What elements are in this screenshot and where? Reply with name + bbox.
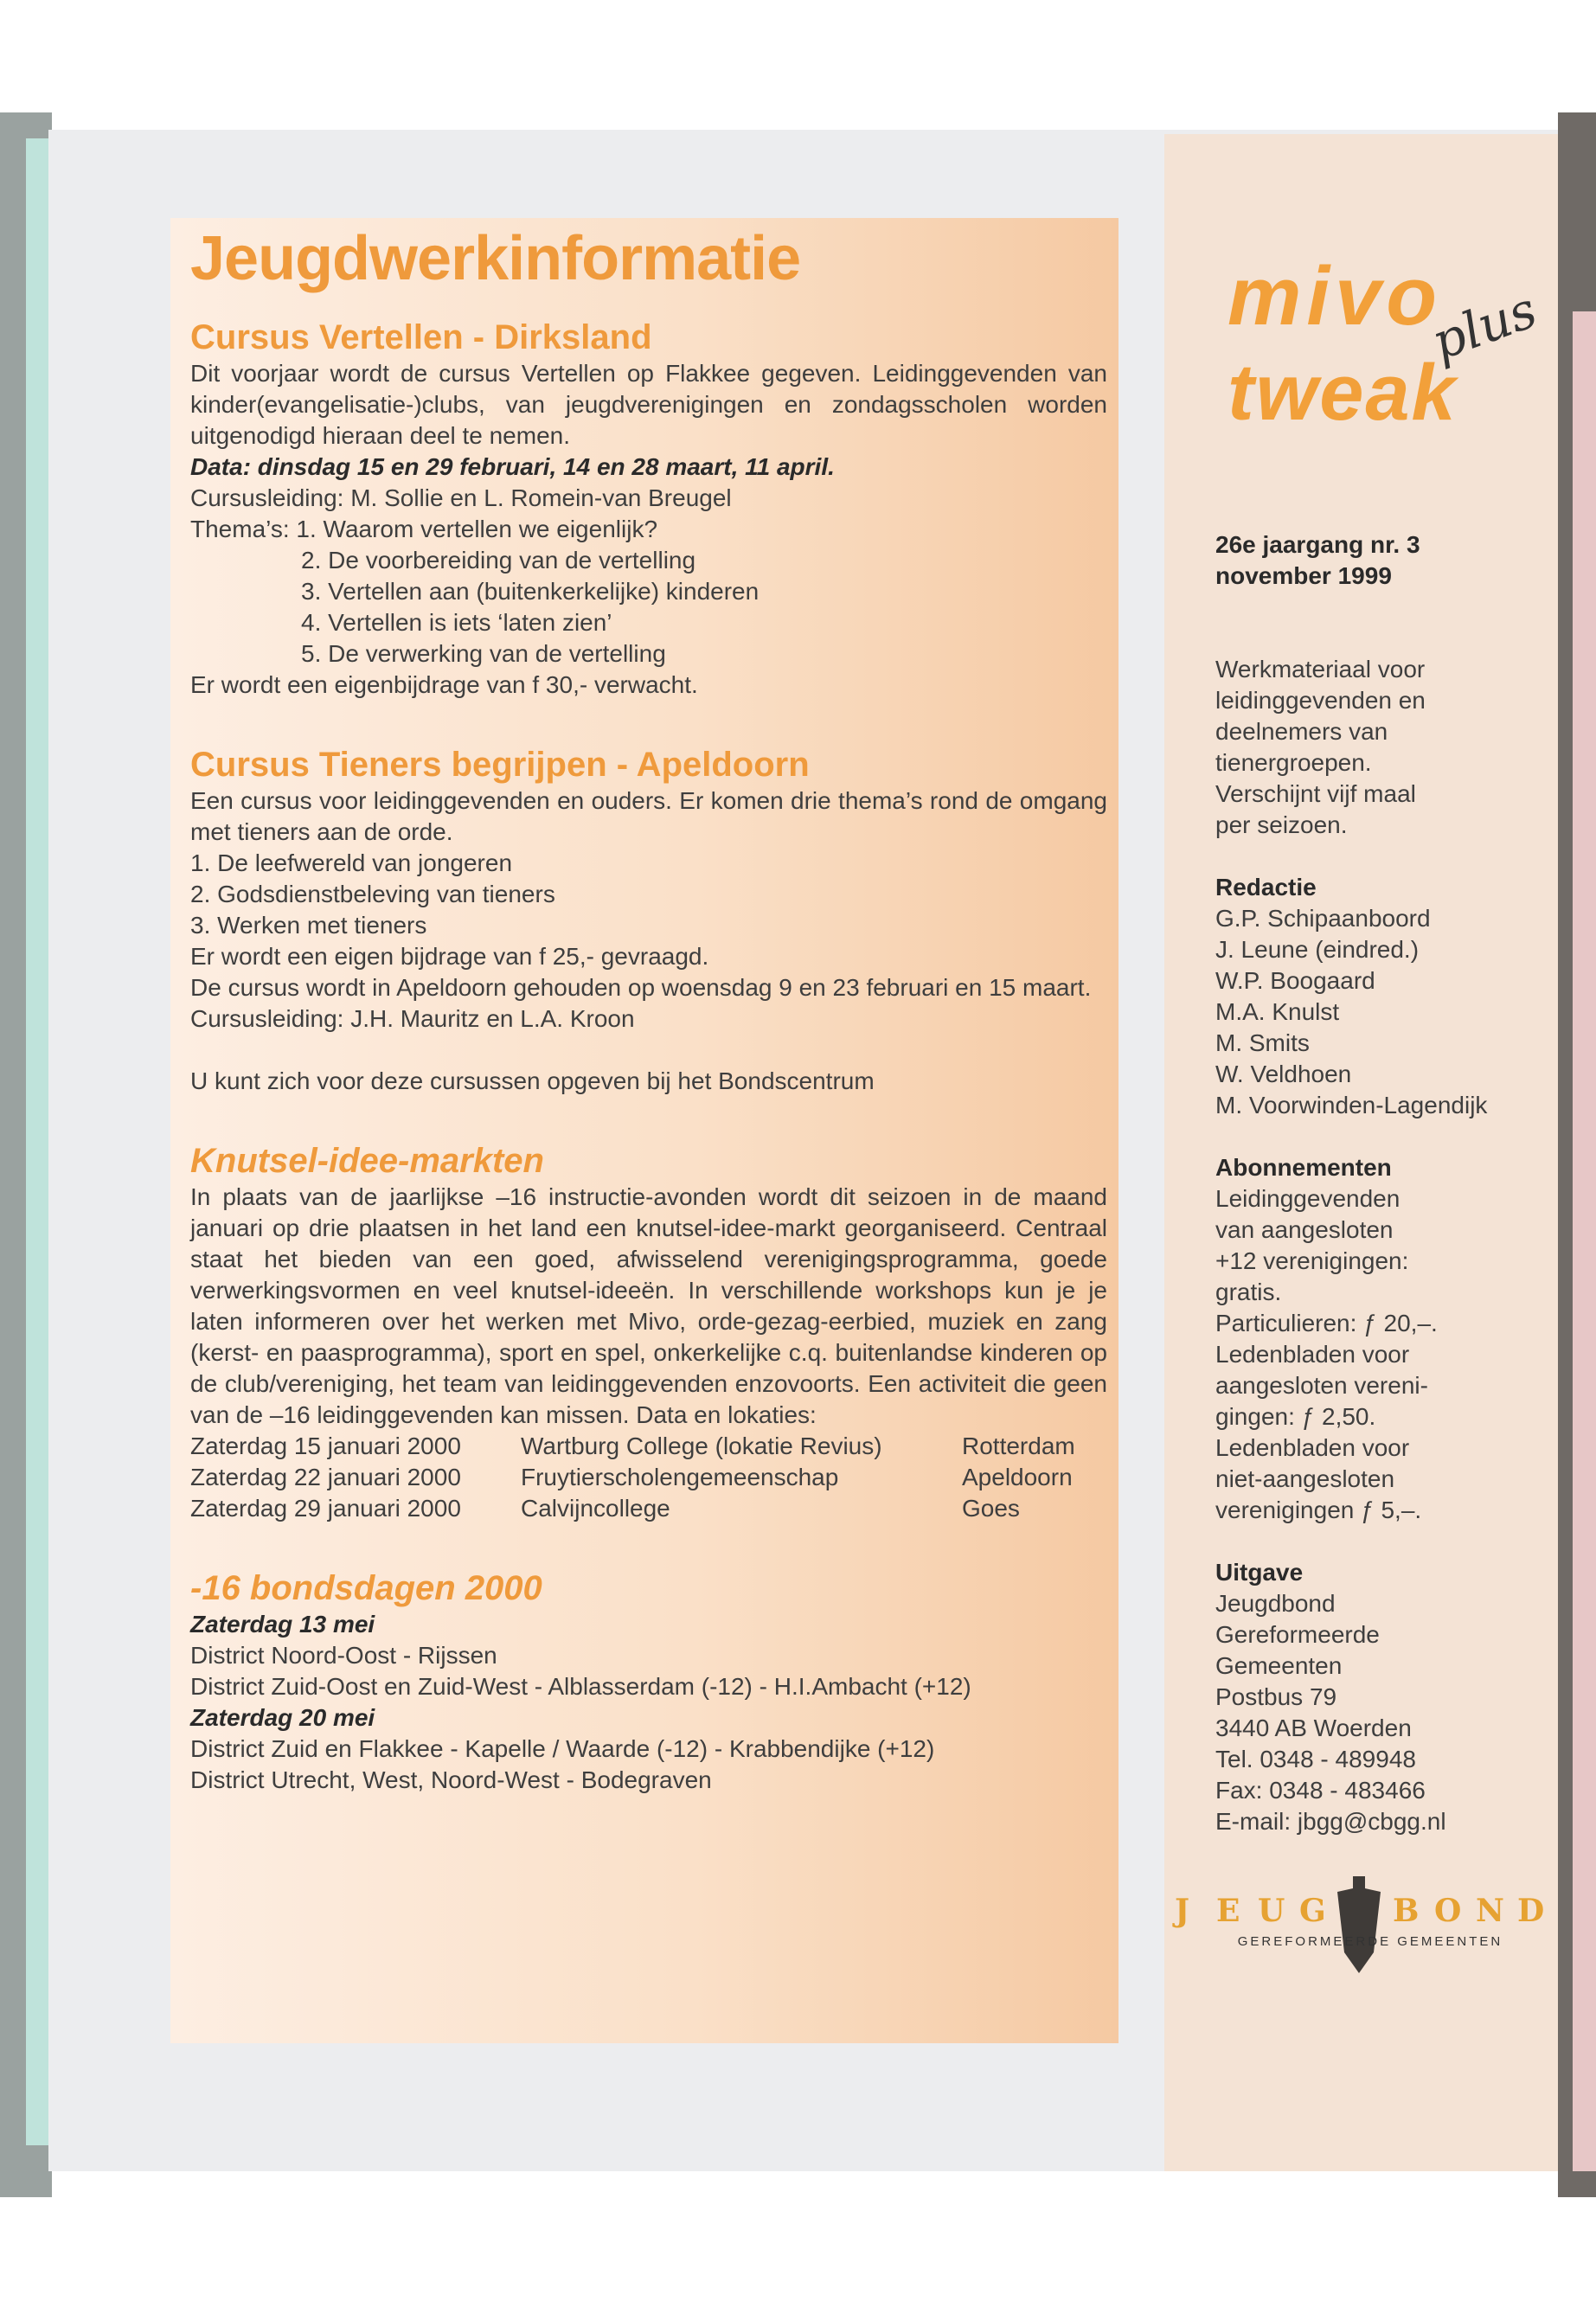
list-item: 3. Werken met tieners [190,911,427,939]
description-line: leidinggevenden en [1215,687,1426,714]
jeugdbond-logo [1170,1873,1576,1977]
course-dates: Data: dinsdag 15 en 29 februari, 14 en 28 maart, 11 april. [190,452,835,480]
theme-line: 2. De voorbereiding van de vertelling [301,546,696,574]
theme-line: 4. Vertellen is iets ‘laten zien’ [301,608,612,636]
date-cell: Zaterdag 15 januari 2000 [190,1432,461,1459]
publisher-line: Gemeenten [1215,1652,1343,1679]
abo-line: Particulieren: ƒ 20,–. [1215,1310,1438,1336]
venue-cell: Calvijncollege [521,1494,670,1522]
event-date: Zaterdag 13 mei [190,1610,375,1638]
section-tieners [190,744,1107,1097]
course-cost: Er wordt een eigen bijdrage van f 25,- gevraagd. [190,942,709,970]
theme-line: 3. Vertellen aan (buitenkerkelijke) kinderen [301,577,760,605]
logo-letter: D [1517,1893,1545,1929]
logo-letter: U [1258,1893,1285,1929]
section-intro: Dit voorjaar wordt de cursus Vertellen op Flakkee gegeven. Leidinggevenden van kinder(evangelisatie-)clubs, van jeugdverenigingen en zondagsscholen worden uitgenodigd hieraan deel te nemen. [190,359,1107,449]
venue-cell: Fruytierscholengemeenschap [521,1463,839,1490]
abonnementen-block [1215,1152,1548,1526]
abo-line: aangesloten vereni- [1215,1372,1428,1399]
description-line: deelnemers van [1215,718,1388,745]
city-cell: Apeldoorn [962,1463,1073,1490]
editor-name: W.P. Boogaard [1215,967,1375,994]
city-cell: Goes [962,1494,1020,1522]
description-line: Verschijnt vijf maal [1215,780,1416,807]
logo-word-mivo: mivo [1227,250,1443,343]
description-line: tienergroepen. [1215,749,1372,776]
issue-line: 26e jaargang nr. 3 [1215,531,1420,558]
logo-letter: J [1175,1893,1190,1929]
locations-table [190,1431,1075,1524]
editor-name: W. Veldhoen [1215,1061,1352,1087]
section-knutsel [190,1140,1107,1524]
date-cell: Zaterdag 29 januari 2000 [190,1494,461,1522]
mivo-tweak-logo [1224,242,1548,441]
uitgave-heading: Uitgave [1215,1559,1304,1586]
page-title: Jeugdwerkinformatie [190,224,801,293]
abo-line: gingen: ƒ 2,50. [1215,1403,1376,1430]
logo-letter: O [1434,1893,1462,1929]
abo-line: van aangesloten [1215,1216,1394,1243]
publisher-line: 3440 AB Woerden [1215,1715,1412,1741]
main-content [190,224,1107,1839]
section-intro: Een cursus voor leidinggevenden en ouders. Er komen drie thema’s rond de omgang met tieners aan de orde. [190,786,1107,845]
section-heading: Knutsel-idee-markten [190,1141,544,1180]
event-date: Zaterdag 20 mei [190,1703,375,1731]
binder-page-edges [26,138,48,2145]
issue-info [1215,529,1548,592]
abo-line: +12 verenigingen: [1215,1247,1409,1274]
editor-name: M. Smits [1215,1029,1310,1056]
course-leaders: Cursusleiding: J.H. Mauritz en L.A. Kroon [190,1004,635,1032]
table-row [190,1493,1075,1524]
publisher-line: Postbus 79 [1215,1683,1337,1710]
section-heading: -16 bondsdagen 2000 [190,1568,542,1607]
next-page-strip [1573,311,1596,2171]
editor-name: G.P. Schipaanboord [1215,905,1431,932]
description-line: per seizoen. [1215,811,1348,838]
event-line: District Noord-Oost - Rijssen [190,1641,497,1669]
logo-word-tweak: tweak [1227,349,1458,437]
section-heading: Cursus Tieners begrijpen - Apeldoorn [190,745,810,784]
abonnementen-heading: Abonnementen [1215,1154,1392,1181]
section-vertellen [190,317,1107,701]
table-row [190,1462,1075,1493]
theme-line: 5. De verwerking van de vertelling [301,639,666,667]
editor-name: M. Voorwinden-Lagendijk [1215,1092,1488,1118]
table-row [190,1431,1075,1462]
signup-note: U kunt zich voor deze cursussen opgeven bij het Bondscentrum [190,1067,875,1094]
sidebar-info [1215,529,1548,1868]
event-line: District Zuid en Flakkee - Kapelle / Waarde (-12) - Krabbendijke (+12) [190,1734,935,1762]
editor-name: M.A. Knulst [1215,998,1340,1025]
date-cell: Zaterdag 22 januari 2000 [190,1463,461,1490]
abo-line: Ledenbladen voor [1215,1434,1410,1461]
scan-background-top [0,0,1596,117]
scan-background-bottom [0,2197,1596,2301]
description-line: Werkmateriaal voor [1215,656,1426,683]
logo-word-plus: plus [1424,279,1545,372]
venue-cell: Wartburg College (lokatie Revius) [521,1432,882,1459]
logo-letter: B [1393,1893,1420,1929]
course-leaders: Cursusleiding: M. Sollie en L. Romein-van Breugel [190,484,732,511]
publisher-line: Jeugdbond [1215,1590,1336,1617]
theme-line: Thema’s: 1. Waarom vertellen we eigenlijk? [190,515,658,542]
abo-line: gratis. [1215,1279,1282,1305]
redactie-block [1215,872,1548,1121]
section-body: In plaats van de jaarlijkse –16 instructie-avonden wordt dit seizoen in de maand januari op drie plaatsen in het land een knutsel-idee-markt georganiseerd. Centraal staat het bieden van een goed, afwisselend verenigingsprogramma, goede verwerkingsvormen en veel knutsel-ideeën. In verschillende workshops kun je je laten informeren over het werken met Mivo, orde-gezag-eerbied, muziek en zang (kerst- en paasprogramma), sport en spel, onkerkelijke c.q. buitenlandse kinderen op de club/vereniging, het team van leidinggevenden enzovoorts. Een activiteit die geen van de –16 leidinggevenden kan missen. Data en lokaties: [190,1183,1107,1428]
publisher-line: Gereformeerde [1215,1621,1380,1648]
abo-line: niet-aangesloten [1215,1465,1395,1492]
section-bondsdagen [190,1567,1107,1796]
editor-name: J. Leune (eindred.) [1215,936,1420,963]
course-location: De cursus wordt in Apeldoorn gehouden op woensdag 9 en 23 februari en 15 maart. [190,973,1092,1001]
list-item: 2. Godsdienstbeleving van tieners [190,880,555,907]
abo-line: Leidinggevenden [1215,1185,1401,1212]
issue-line: november 1999 [1215,562,1392,589]
phone-line: Tel. 0348 - 489948 [1215,1746,1416,1772]
fax-line: Fax: 0348 - 483466 [1215,1777,1426,1804]
redactie-heading: Redactie [1215,874,1317,901]
list-item: 1. De leefwereld van jongeren [190,849,513,876]
course-cost: Er wordt een eigenbijdrage van f 30,- verwacht. [190,670,698,698]
shield-emblem-icon [1337,1876,1381,1973]
uitgave-block [1215,1557,1548,1837]
city-cell: Rotterdam [962,1432,1075,1459]
abo-line: Ledenbladen voor [1215,1341,1410,1368]
logo-subtitle: GEREFORMEERDE GEMEENTEN [1237,1934,1503,1949]
event-line: District Zuid-Oost en Zuid-West - Alblasserdam (-12) - H.I.Ambacht (+12) [190,1672,971,1700]
event-line: District Utrecht, West, Noord-West - Bodegraven [190,1766,712,1793]
logo-letter: N [1476,1893,1504,1929]
logo-letter: E [1216,1893,1240,1929]
abo-line: verenigingen ƒ 5,–. [1215,1497,1422,1523]
email-line: E-mail: jbgg@cbgg.nl [1215,1808,1446,1835]
description [1215,654,1548,841]
section-heading: Cursus Vertellen - Dirksland [190,317,652,356]
logo-letter: G [1299,1893,1326,1929]
